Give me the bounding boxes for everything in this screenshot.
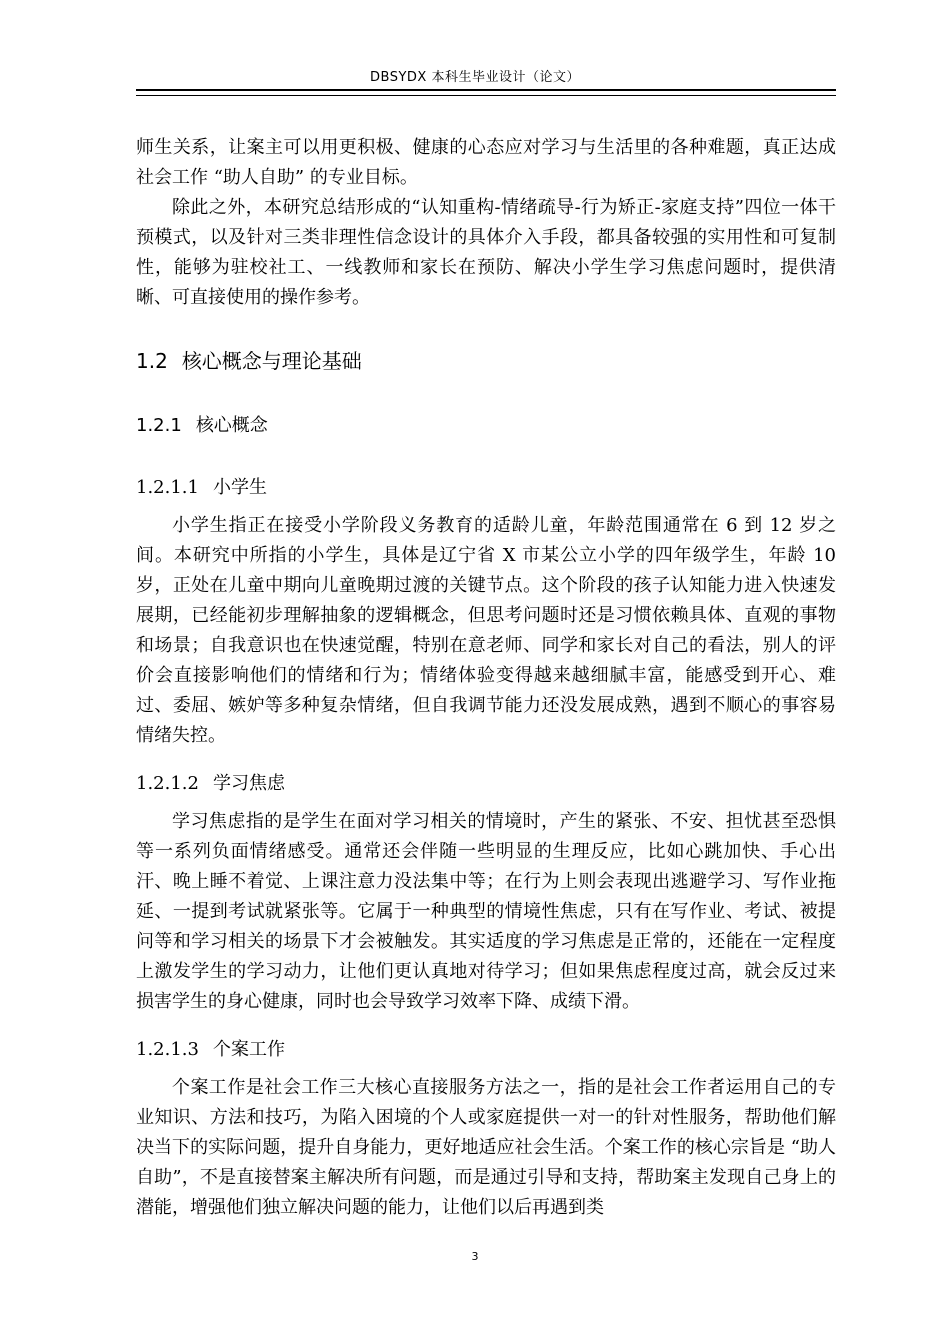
subsection-number: 1.2.1 [136,415,182,436]
subsubsection-title: 学习焦虑 [212,773,285,794]
subsubsection-heading-1-2-1-2 [136,769,836,799]
page-number: 3 [471,1250,479,1263]
paragraph-intervention-model: 除此之外，本研究总结形成的“认知重构-情绪疏导-行为矫正-家庭支持”四位一体干预模式，以及针对三类非理性信念设计的具体介入手段，都具备较强的实用性和可复制性，能够为驻校社工、一线教师和家长在预防、解决小学生学习焦虑问题时，提供清晰、可直接使用的操作参考。 [136,197,836,308]
paragraph-continued: 师生关系，让案主可以用更积极、健康的心态应对学习与生活里的各种难题，真正达成社会工作 “助人自助” 的专业目标。 [136,137,836,188]
header-rule-thick [136,89,836,91]
page-body [136,133,836,1223]
subsubsection-title: 小学生 [212,477,267,498]
subsection-heading-1-2-1 [136,413,836,439]
subsubsection-heading-1-2-1-3 [136,1035,836,1065]
section-title: 核心概念与理论基础 [181,349,362,373]
subsubsection-heading-1-2-1-1 [136,473,836,503]
subsubsection-title: 个案工作 [212,1039,285,1060]
header-rule-thin [136,95,836,96]
paragraph-primary-student: 小学生指正在接受小学阶段义务教育的适龄儿童，年龄范围通常在 6 到 12 岁之间。本研究中所指的小学生，具体是辽宁省 X 市某公立小学的四年级学生，年龄 10 岁，正处在儿童中期向儿童晚期过渡的关键节点。这个阶段的孩子认知能力进入快速发展期，已经能初步理解抽象的逻辑概念，但思考问题时还是习惯依赖具体、直观的事物和场景；自我意识也在快速觉醒，特别在意老师、同学和家长对自己的看法，别人的评价会直接影响他们的情绪和行为；情绪体验变得越来越细腻丰富，能感受到开心、难过、委屈、嫉妒等多种复杂情绪，但自我调节能力还没发展成熟，遇到不顺心的事容易情绪失控。 [136,515,836,746]
subsubsection-number: 1.2.1.1 [136,477,199,498]
subsubsection-number: 1.2.1.2 [136,773,199,794]
paragraph-casework: 个案工作是社会工作三大核心直接服务方法之一，指的是社会工作者运用自己的专业知识、方法和技巧，为陷入困境的个人或家庭提供一对一的针对性服务，帮助他们解决当下的实际问题，提升自身能力，更好地适应社会生活。个案工作的核心宗旨是 “助人自助”，不是直接替案主解决所有问题，而是通过引导和支持，帮助案主发现自己身上的潜能，增强他们独立解决问题的能力，让他们以后再遇到类 [136,1077,836,1218]
running-header: DBSYDX 本科生毕业设计（论文） [370,70,580,85]
subsubsection-number: 1.2.1.3 [136,1039,199,1060]
subsection-title: 核心概念 [195,415,268,436]
paragraph-learning-anxiety: 学习焦虑指的是学生在面对学习相关的情境时，产生的紧张、不安、担忧甚至恐惧等一系列负面情绪感受。通常还会伴随一些明显的生理反应，比如心跳加快、手心出汗、晚上睡不着觉、上课注意力没法集中等；在行为上则会表现出逃避学习、写作业拖延、一提到考试就紧张等。它属于一种典型的情境性焦虑，只有在写作业、考试、被提问等和学习相关的场景下才会被触发。其实适度的学习焦虑是正常的，还能在一定程度上激发学生的学习动力，让他们更认真地对待学习；但如果焦虑程度过高，就会反过来损害学生的身心健康，同时也会导致学习效率下降、成绩下滑。 [136,811,836,1012]
section-heading-1-2 [136,347,836,375]
section-number: 1.2 [136,349,168,373]
